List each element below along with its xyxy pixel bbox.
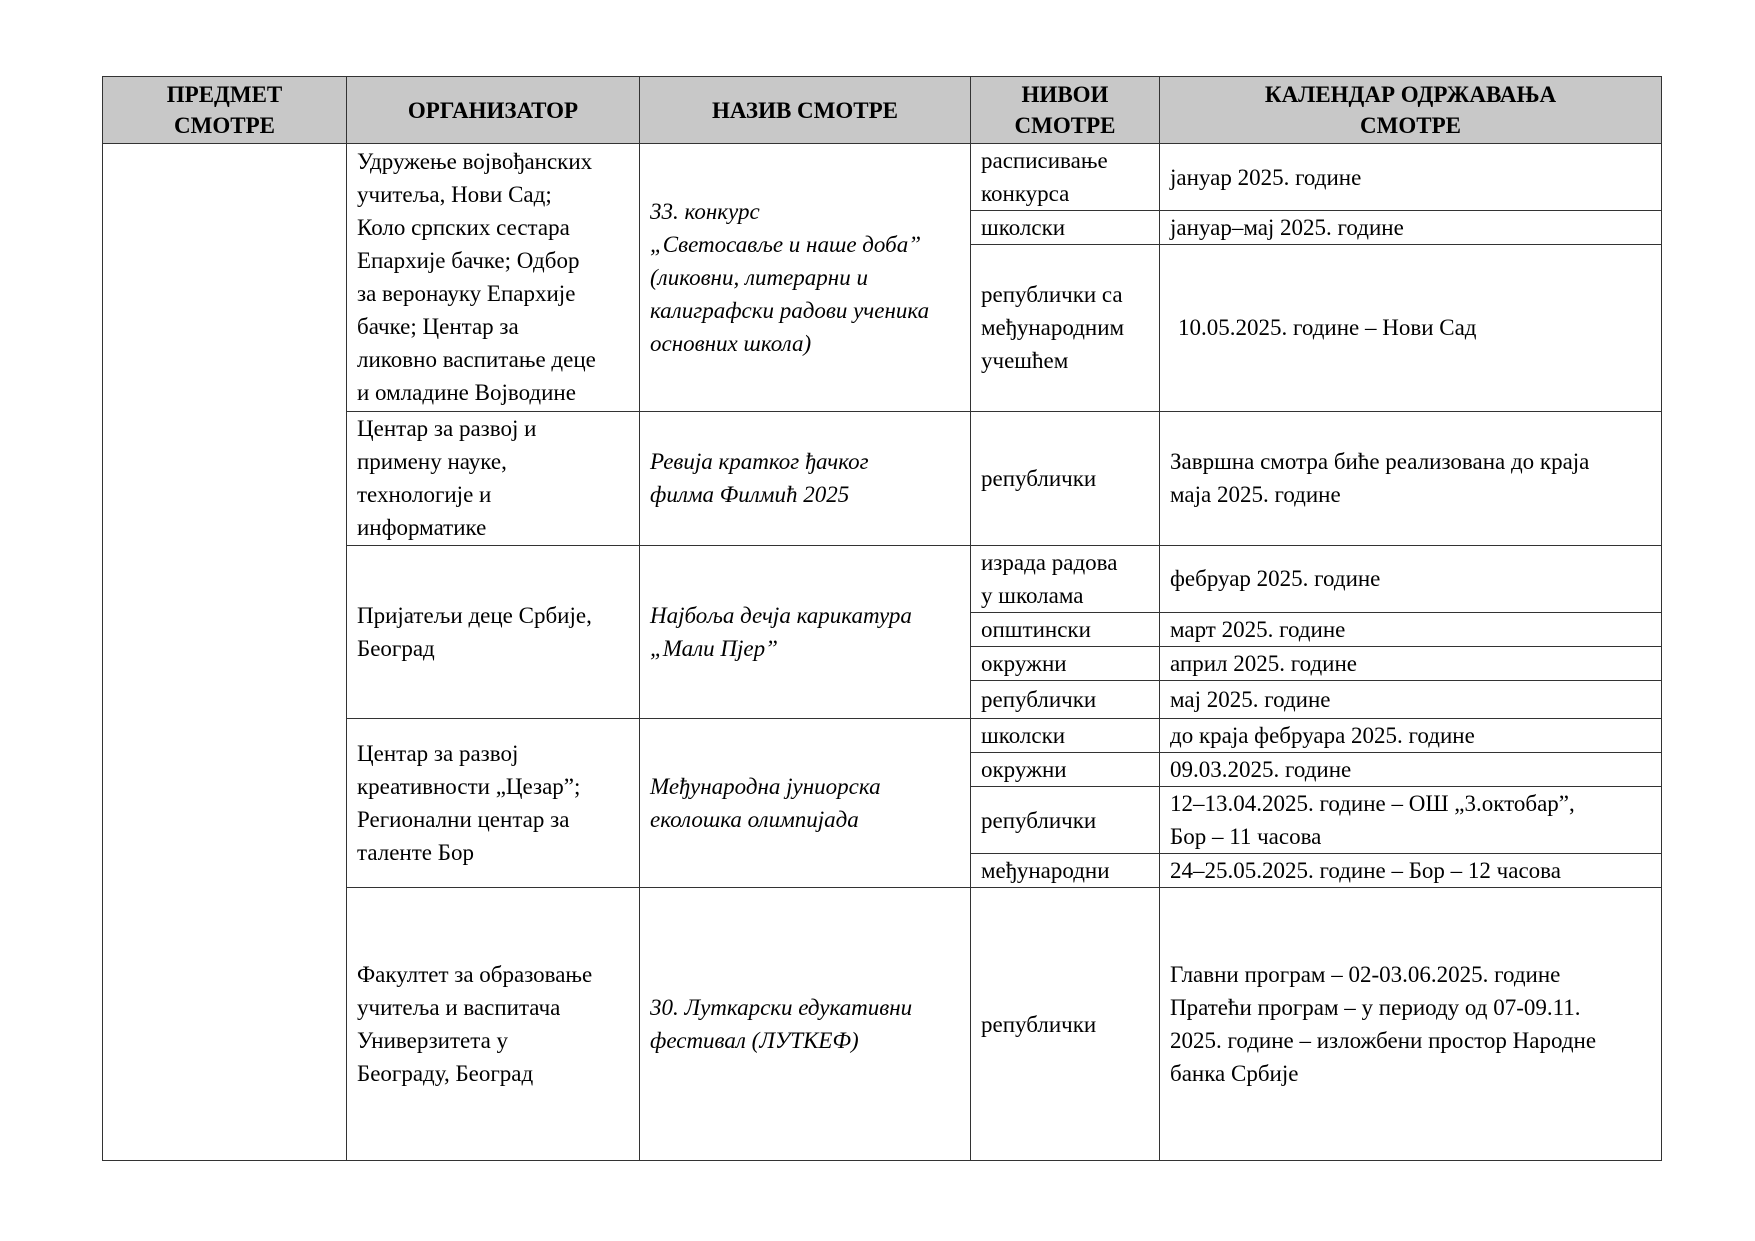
level-cell: школски (971, 211, 1160, 245)
organizer-cell: Факултет за образовање учитеља и васпитача Универзитета у Београду, Београд (347, 888, 640, 1161)
level-cell: израда радова у школама (971, 545, 1160, 612)
competition-name-cell: Међународна јуниорска еколошка олимпијада (640, 719, 971, 888)
date-cell: мај 2025. године (1160, 681, 1662, 719)
level-cell: републички са међународним учешћем (971, 245, 1160, 411)
header-organizer: ОРГАНИЗАТОР (347, 77, 640, 144)
organizer-cell: Удружење војвођанских учитеља, Нови Сад; Коло српских сестара Епархије бачке; Одбор за веронауку Епархије бачке; Центар за ликовно васпитање деце и омладине Војводине (347, 144, 640, 412)
header-subject: ПРЕДМЕТ СМОТРЕ (103, 77, 347, 144)
level-cell: републички (971, 681, 1160, 719)
competition-name-cell: Ревија кратког ђачког филма Филмић 2025 (640, 411, 971, 545)
level-cell: окружни (971, 646, 1160, 680)
date-cell: 09.03.2025. године (1160, 753, 1662, 787)
date-cell: до краја фебруара 2025. године (1160, 719, 1662, 753)
date-cell: март 2025. године (1160, 612, 1662, 646)
date-cell: јануар 2025. године (1160, 144, 1662, 211)
level-cell: републички (971, 787, 1160, 854)
subject-cell (103, 144, 347, 1161)
level-cell: расписивање конкурса (971, 144, 1160, 211)
date-cell: јануар–мај 2025. године (1160, 211, 1662, 245)
level-cell: републички (971, 888, 1160, 1161)
header-calendar: КАЛЕНДАР ОДРЖАВАЊА СМОТРЕ (1160, 77, 1662, 144)
level-cell: школски (971, 719, 1160, 753)
date-cell: 12–13.04.2025. године – ОШ „3.октобар”, Бор – 11 часова (1160, 787, 1662, 854)
level-cell: републички (971, 411, 1160, 545)
competitions-table (102, 76, 1662, 1161)
date-cell: Главни програм – 02-03.06.2025. године Пратећи програм – у периоду од 07-09.11. 2025. године – изложбени простор Народне банка Србије (1160, 888, 1662, 1161)
date-cell: Завршна смотра биће реализована до краја маја 2025. године (1160, 411, 1662, 545)
competition-name-cell: Најбоља дечја карикатура „Мали Пјер” (640, 545, 971, 718)
date-cell: 10.05.2025. године – Нови Сад (1160, 245, 1662, 411)
competition-name-cell: 30. Луткарски едукативни фестивал (ЛУТКЕФ) (640, 888, 971, 1161)
organizer-cell: Центар за развој и примену науке, технологије и информатике (347, 411, 640, 545)
level-cell: међународни (971, 854, 1160, 888)
header-name: НАЗИВ СМОТРЕ (640, 77, 971, 144)
level-cell: окружни (971, 753, 1160, 787)
date-cell: фебруар 2025. године (1160, 545, 1662, 612)
date-cell: април 2025. године (1160, 646, 1662, 680)
header-level: НИВОИ СМОТРЕ (971, 77, 1160, 144)
table-row (103, 144, 1662, 211)
date-cell: 24–25.05.2025. године – Бор – 12 часова (1160, 854, 1662, 888)
organizer-cell: Центар за развој креативности „Цезар”; Регионални центар за таленте Бор (347, 719, 640, 888)
organizer-cell: Пријатељи деце Србије, Београд (347, 545, 640, 718)
header-row (103, 77, 1662, 144)
level-cell: општински (971, 612, 1160, 646)
competition-name-cell: 33. конкурс „Светосавље и наше доба” (ликовни, литерарни и калиграфски радови ученика основних школа) (640, 144, 971, 412)
